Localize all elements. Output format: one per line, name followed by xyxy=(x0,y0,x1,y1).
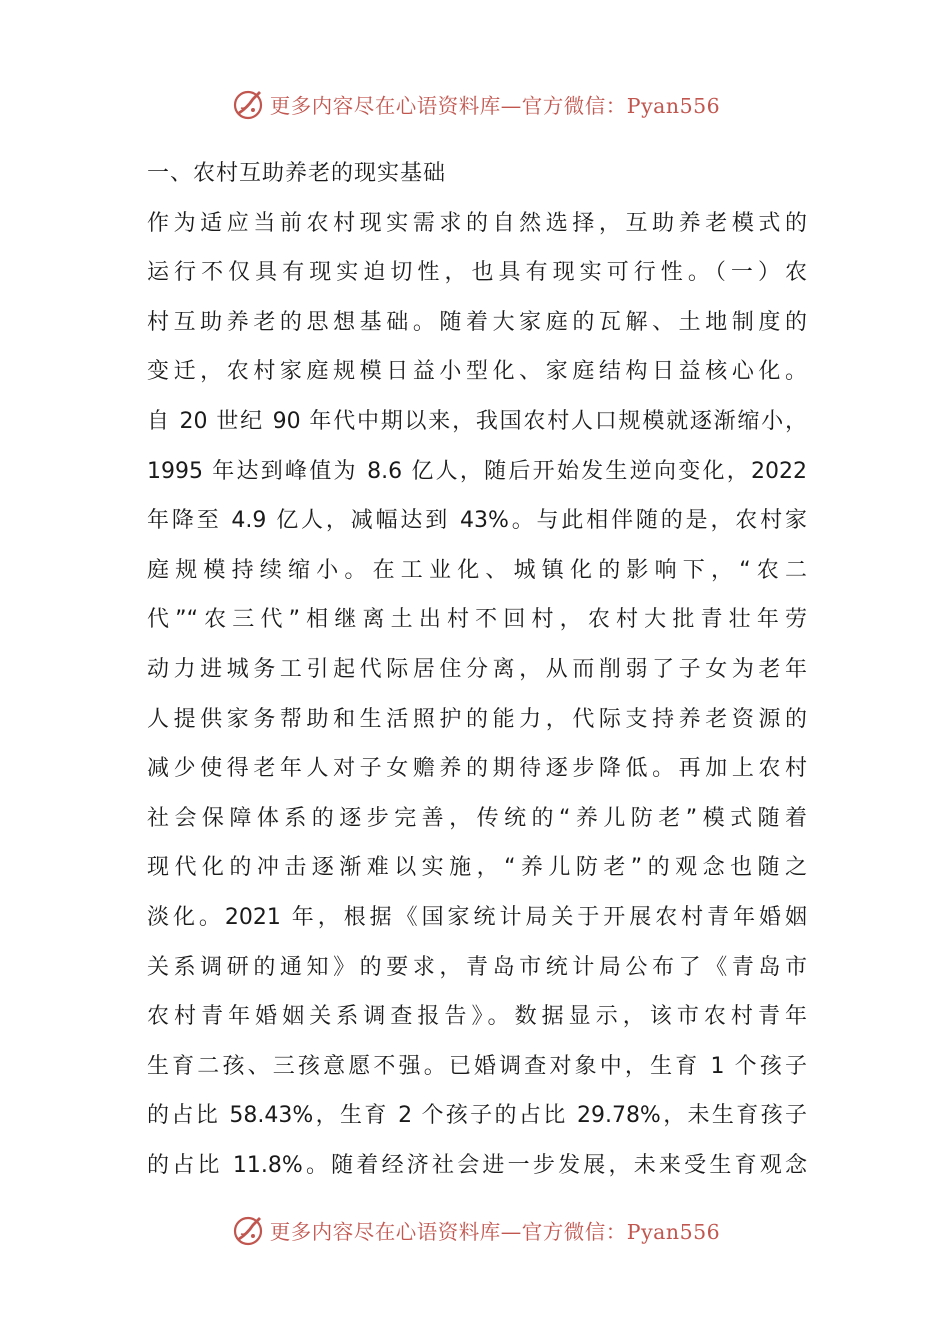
paragraph-line: 动力进城务工引起代际居住分离，从而削弱了子女为老年 xyxy=(147,656,807,682)
paragraph-line: 减少使得老年人对子女赡养的期待逐步降低。再加上农村 xyxy=(147,756,807,782)
section-heading: 一、农村互助养老的现实基础 xyxy=(147,161,447,186)
pen-nib-logo-icon xyxy=(232,1213,266,1247)
paragraph-line: 的占比 11.8%。随着经济社会进一步发展，未来受生育观念 xyxy=(147,1152,807,1178)
paragraph-line: 生育二孩、三孩意愿不强。已婚调查对象中，生育 1 个孩子 xyxy=(147,1053,807,1079)
paragraph-line: 代”“农三代”相继离土出村不回村，农村大批青壮年劳 xyxy=(147,607,807,633)
watermark-group xyxy=(232,1213,720,1247)
pen-nib-logo-icon xyxy=(232,87,266,121)
paragraph-line: 社会保障体系的逐步完善，传统的“养儿防老”模式随着 xyxy=(147,805,807,831)
paragraph-line: 的占比 58.43%，生育 2 个孩子的占比 29.78%，未生育孩子 xyxy=(147,1103,807,1129)
paragraph-line: 淡化。2021 年，根据《国家统计局关于开展农村青年婚姻 xyxy=(147,904,807,930)
watermark-group xyxy=(232,87,720,121)
paragraph-line: 自 20 世纪 90 年代中期以来，我国农村人口规模就逐渐缩小， xyxy=(147,408,807,434)
paragraph-line: 年降至 4.9 亿人，减幅达到 43%。与此相伴随的是，农村家 xyxy=(147,508,807,534)
watermark-text: 更多内容尽在心语资料库—官方微信：Pyan556 xyxy=(269,94,721,118)
paragraph-line: 人提供家务帮助和生活照护的能力，代际支持养老资源的 xyxy=(147,706,807,732)
paragraph-line: 农村青年婚姻关系调查报告》。数据显示，该市农村青年 xyxy=(147,1004,807,1030)
watermark-text: 更多内容尽在心语资料库—官方微信：Pyan556 xyxy=(269,1220,721,1244)
paragraph-line: 村互助养老的思想基础。随着大家庭的瓦解、土地制度的 xyxy=(147,309,807,335)
paragraph-line: 运行不仅具有现实迫切性，也具有现实可行性。（一）农 xyxy=(147,260,807,286)
document-body xyxy=(147,149,807,1190)
paragraph-line: 现代化的冲击逐渐难以实施，“养儿防老”的观念也随之 xyxy=(147,855,807,881)
paragraph-line: 关系调研的通知》的要求，青岛市统计局公布了《青岛市 xyxy=(147,954,807,980)
paragraph-line: 1995 年达到峰值为 8.6 亿人，随后开始发生逆向变化，2022 xyxy=(147,458,807,484)
paragraph-line: 作为适应当前农村现实需求的自然选择，互助养老模式的 xyxy=(147,210,807,236)
paragraph-line: 变迁，农村家庭规模日益小型化、家庭结构日益核心化。 xyxy=(147,359,807,385)
paragraph-line: 庭规模持续缩小。在工业化、城镇化的影响下，“农二 xyxy=(147,557,807,583)
watermark-header xyxy=(0,82,950,126)
watermark-footer xyxy=(0,1208,950,1252)
